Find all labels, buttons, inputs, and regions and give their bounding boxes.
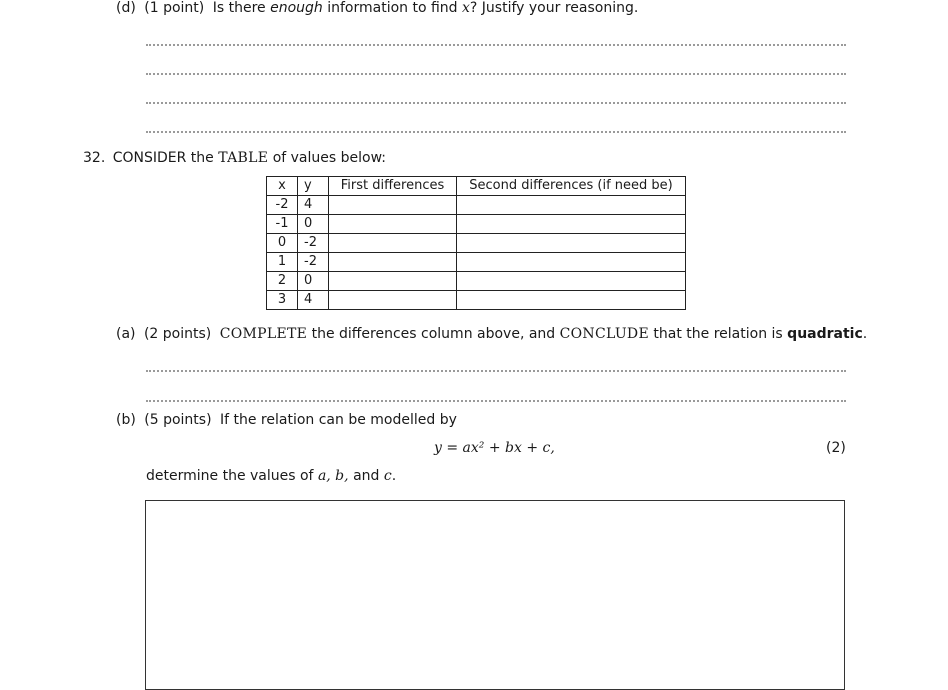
model-equation: y = ax² + bx + c, [434, 440, 555, 456]
answer-line[interactable] [146, 102, 846, 104]
table-row [267, 272, 686, 291]
header-x: x [267, 177, 298, 196]
cell-y: -2 [298, 234, 329, 253]
cell-first-diff[interactable] [329, 215, 457, 234]
answer-line[interactable] [146, 370, 846, 372]
cell-x: 3 [267, 291, 298, 310]
cell-y: 4 [298, 291, 329, 310]
cell-second-diff[interactable] [457, 196, 686, 215]
cell-first-diff[interactable] [329, 272, 457, 291]
header-first-differences: First differences [329, 177, 457, 196]
values-table [266, 176, 686, 310]
determine-text: determine the values of a, b, and c. [146, 468, 397, 484]
table-row [267, 291, 686, 310]
cell-first-diff[interactable] [329, 253, 457, 272]
answer-box[interactable] [145, 500, 845, 690]
table-row [267, 234, 686, 253]
table-row [267, 253, 686, 272]
cell-x: -1 [267, 215, 298, 234]
cell-x: 2 [267, 272, 298, 291]
table-row [267, 215, 686, 234]
cell-y: 4 [298, 196, 329, 215]
cell-y: 0 [298, 215, 329, 234]
answer-line[interactable] [146, 400, 846, 402]
cell-x: -2 [267, 196, 298, 215]
table-row [267, 196, 686, 215]
cell-second-diff[interactable] [457, 291, 686, 310]
cell-second-diff[interactable] [457, 215, 686, 234]
cell-first-diff[interactable] [329, 234, 457, 253]
cell-x: 1 [267, 253, 298, 272]
answer-line[interactable] [146, 73, 846, 75]
cell-second-diff[interactable] [457, 234, 686, 253]
cell-first-diff[interactable] [329, 196, 457, 215]
header-second-differences: Second differences (if need be) [457, 177, 686, 196]
question-32-heading: 32. CONSIDER the TABLE of values below: [83, 150, 386, 166]
cell-first-diff[interactable] [329, 291, 457, 310]
part-d-prompt: (d) (1 point) Is there enough information to find x? Justify your reasoning. [116, 0, 639, 16]
equation-number: (2) [826, 440, 846, 456]
cell-second-diff[interactable] [457, 253, 686, 272]
cell-y: 0 [298, 272, 329, 291]
table-header-row [267, 177, 686, 196]
cell-y: -2 [298, 253, 329, 272]
answer-line[interactable] [146, 44, 846, 46]
part-a-prompt: (a) (2 points) COMPLETE the differences column above, and CONCLUDE that the relation is quadratic. [116, 326, 868, 342]
part-b-prompt: (b) (5 points) If the relation can be modelled by [116, 412, 457, 428]
header-y: y [298, 177, 329, 196]
cell-second-diff[interactable] [457, 272, 686, 291]
cell-x: 0 [267, 234, 298, 253]
answer-line[interactable] [146, 131, 846, 133]
